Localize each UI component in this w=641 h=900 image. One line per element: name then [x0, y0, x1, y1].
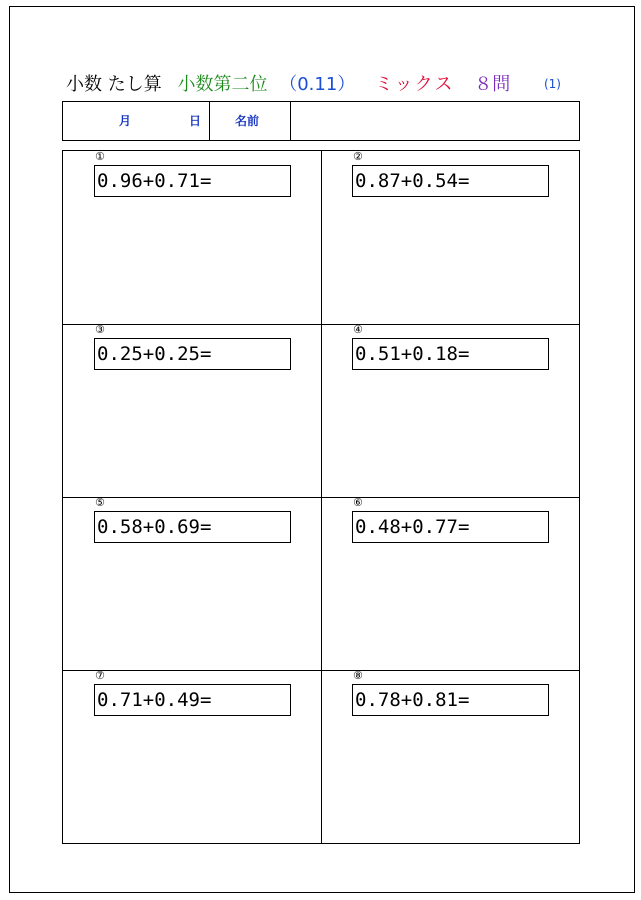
problem-number: ⑥: [353, 496, 363, 509]
problem-expression: 0.78+0.81=: [352, 684, 549, 716]
problem-expression: 0.25+0.25=: [94, 338, 291, 370]
title-count: ８問: [474, 74, 511, 95]
header-divider: [209, 102, 210, 140]
header-divider: [290, 102, 291, 140]
problem-cell: [63, 497, 321, 670]
title-level: （0.11）: [279, 74, 356, 95]
date-name-box: [62, 101, 580, 141]
title-mix: ミックス: [375, 74, 455, 95]
problem-expression: 0.71+0.49=: [94, 684, 291, 716]
problem-expression: 0.58+0.69=: [94, 511, 291, 543]
problem-cell: [321, 324, 579, 497]
problem-grid: [62, 150, 580, 844]
problem-cell: [63, 324, 321, 497]
sheet-number: (1): [543, 77, 561, 91]
title-subject: 小数第二位: [177, 74, 268, 95]
problem-number: ⑤: [95, 496, 105, 509]
problem-number: ④: [353, 323, 363, 336]
day-label: 日: [189, 114, 202, 128]
problem-cell: [321, 497, 579, 670]
problem-cell: [321, 670, 579, 843]
problem-expression: 0.51+0.18=: [352, 338, 549, 370]
problem-expression: 0.87+0.54=: [352, 165, 549, 197]
month-label: 月: [119, 114, 132, 128]
problem-number: ②: [353, 150, 363, 163]
name-label: 名前: [235, 114, 260, 128]
problem-cell: [63, 151, 321, 324]
problem-cell: [321, 151, 579, 324]
problem-number: ⑧: [353, 669, 363, 682]
problem-number: ③: [95, 323, 105, 336]
problem-number: ①: [95, 150, 105, 163]
problem-cell: [63, 670, 321, 843]
problem-number: ⑦: [95, 669, 105, 682]
worksheet-title: [66, 70, 561, 98]
problem-expression: 0.48+0.77=: [352, 511, 549, 543]
problem-expression: 0.96+0.71=: [94, 165, 291, 197]
title-main: 小数 たし算: [66, 74, 162, 95]
